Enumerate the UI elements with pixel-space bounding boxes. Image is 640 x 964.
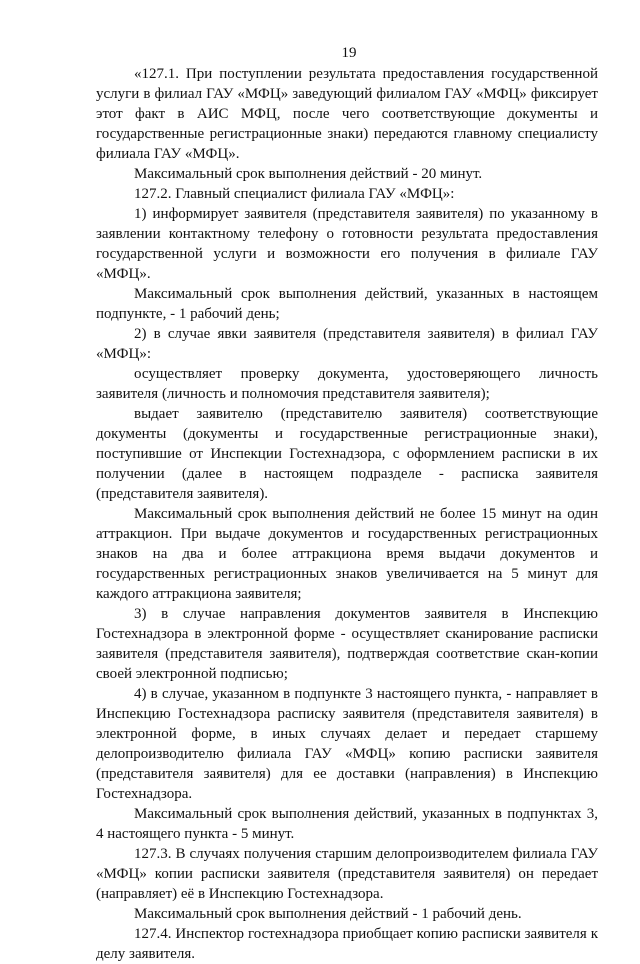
paragraph-subitem-4: 4) в случае, указанном в подпункте 3 настоящего пункта, - направляет в Инспекцию Гостехнадзора расписку заявителя (представителя заявителя) в электронной форме, в иных случаях делает и передает старшему делопроизводителю филиала ГАУ «МФЦ» копию расписки заявителя (представителя заявителя) для ее доставки (направления) в Инспекцию Гостехнадзора. <box>96 686 598 802</box>
paragraph-127-3: 127.3. В случаях получения старшим делопроизводителем филиала ГАУ «МФЦ» копии расписки заявителя (представителя заявителя) он передает (направляет) её в Инспекцию Гостехнадзора. <box>96 846 598 902</box>
document-page <box>96 42 598 964</box>
paragraph-127-4: 127.4. Инспектор гостехнадзора приобщает копию расписки заявителя к делу заявителя. <box>96 926 598 962</box>
paragraph-max-time-1-day-2: Максимальный срок выполнения действий - 1 рабочий день. <box>134 906 522 922</box>
paragraph-127-1: «127.1. При поступлении результата предоставления государственной услуги в филиал ГАУ «МФЦ» заведующий филиалом ГАУ «МФЦ» фиксирует этот факт в АИС МФЦ, после чего соответствующие документы и государственные регистрационные знаки) передаются главному специалисту филиала ГАУ «МФЦ». <box>96 66 598 162</box>
page-number: 19 <box>341 45 357 61</box>
paragraph-subitem-1: 1) информирует заявителя (представителя заявителя) по указанному в заявлении контактному телефону о готовности результата предоставления государственной услуги и возможности его получения в филиале ГАУ «МФЦ». <box>96 206 598 282</box>
paragraph-issue-documents: выдает заявителю (представителю заявителя) соответствующие документы (документы и государственные регистрационные знаки), поступившие от Инспекции Гостехнадзора, с оформлением расписки в их получении (далее в настоящем подразделе - расписка заявителя (представителя заявителя). <box>96 406 598 502</box>
paragraph-127-2: 127.2. Главный специалист филиала ГАУ «МФЦ»: <box>134 186 455 202</box>
paragraph-max-time-5-min: Максимальный срок выполнения действий, указанных в подпунктах 3, 4 настоящего пункта - 5 минут. <box>96 806 598 842</box>
paragraph-subitem-3: 3) в случае направления документов заявителя в Инспекцию Гостехнадзора в электронной форме - осуществляет сканирование расписки заявителя (представителя заявителя), подтверждая соответствие скан-копии своей электронной подписью; <box>96 606 598 682</box>
paragraph-subitem-2: 2) в случае явки заявителя (представителя заявителя) в филиал ГАУ «МФЦ»: <box>96 326 598 362</box>
paragraph-max-time-15-min: Максимальный срок выполнения действий не более 15 минут на один аттракцион. При выдаче документов и государственных регистрационных знаков на два и более аттракциона время выдачи документов и государственных регистрационных знаков увеличивается на 5 минут для каждого аттракциона заявителя; <box>96 506 598 602</box>
paragraph-identity-check: осуществляет проверку документа, удостоверяющего личность заявителя (личность и полномочия представителя заявителя); <box>96 366 598 402</box>
paragraph-max-time-20-min: Максимальный срок выполнения действий - 20 минут. <box>134 166 483 182</box>
paragraph-max-time-1-day: Максимальный срок выполнения действий, указанных в настоящем подпункте, - 1 рабочий день; <box>96 286 598 322</box>
